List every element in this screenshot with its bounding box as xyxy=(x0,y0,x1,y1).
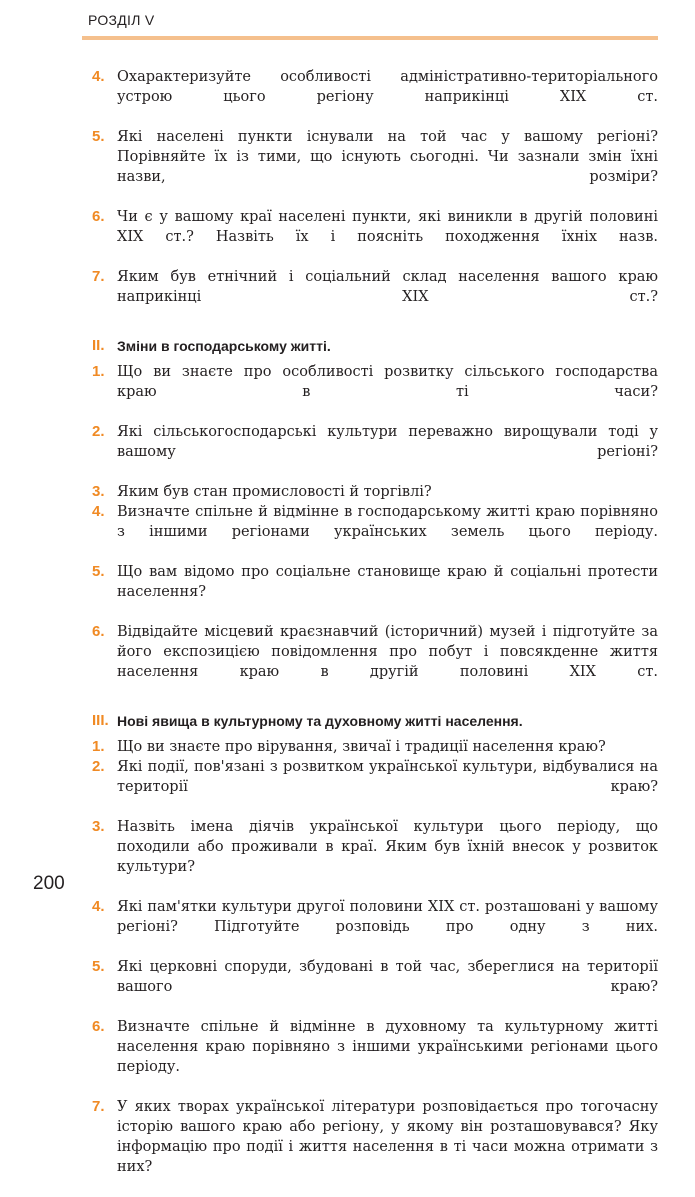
question-item xyxy=(92,207,658,267)
question-number: 6. xyxy=(92,623,105,640)
question-item xyxy=(92,127,658,207)
question-text: Що ви знаєте про особливості розвитку сільського господарства краю в ті часи? xyxy=(117,364,658,400)
question-text: Відвідайте місцевий краєзнавчий (історичний) музей і підготуйте за його експозицією повідомлення про побут і повсякденне життя населення краю в другій половині XIX ст. xyxy=(117,624,658,680)
question-text: Які населені пункти існували на той час у вашому регіоні? Порівняйте їх із тими, що існують сьогодні. Чи зазнали змін їхні назви, розміри? xyxy=(117,129,658,185)
section-roman-numeral: III. xyxy=(92,712,109,729)
question-item xyxy=(92,562,658,622)
section-title: Зміни в господарському житті. xyxy=(117,338,331,354)
section-roman-numeral: II. xyxy=(92,337,105,354)
question-text: Визначте спільне й відмінне в духовному та культурному житті населення краю порівняно з іншими українськими регіонами цього періоду. xyxy=(117,1019,658,1075)
question-text: Що ви знаєте про вірування, звичаї і традиції населення краю? xyxy=(117,739,606,755)
question-number: 2. xyxy=(92,758,105,775)
page-content xyxy=(92,67,658,1197)
question-number: 5. xyxy=(92,563,105,580)
question-number: 3. xyxy=(92,818,105,835)
question-text: Охарактеризуйте особливості адміністративно-територіального устрою цього регіону наприкінці XIX ст. xyxy=(117,69,658,105)
question-list-section3 xyxy=(92,737,658,1197)
question-item xyxy=(92,757,658,817)
question-item xyxy=(92,1017,658,1097)
question-text: Які події, пов'язані з розвитком української культури, відбувалися на території краю? xyxy=(117,759,658,795)
section-heading-ii xyxy=(92,336,658,356)
question-text: Чи є у вашому краї населені пункти, які виникли в другій половині XIX ст.? Назвіть їх і поясніть походження їхніх назв. xyxy=(117,209,658,245)
question-number: 4. xyxy=(92,898,105,915)
question-item xyxy=(92,67,658,127)
question-item xyxy=(92,817,658,897)
question-item xyxy=(92,957,658,1017)
header-rule xyxy=(82,36,658,40)
question-item xyxy=(92,622,658,702)
question-number: 2. xyxy=(92,423,105,440)
question-number: 7. xyxy=(92,1098,105,1115)
question-text: Що вам відомо про соціальне становище краю й соціальні протести населення? xyxy=(117,564,658,600)
question-item xyxy=(92,737,658,757)
question-list-section2 xyxy=(92,362,658,702)
section-heading-iii xyxy=(92,711,658,731)
question-number: 6. xyxy=(92,208,105,225)
question-text: Які пам'ятки культури другої половини XIX ст. розташовані у вашому регіоні? Підготуйте розповідь про одну з них. xyxy=(117,899,658,935)
question-item xyxy=(92,362,658,422)
question-item xyxy=(92,1097,658,1197)
question-item xyxy=(92,482,658,502)
question-item xyxy=(92,897,658,957)
question-text: Визначте спільне й відмінне в господарському житті краю порівняно з іншими регіонами українських земель цього періоду. xyxy=(117,504,658,540)
question-text: Які церковні споруди, збудовані в той час, збереглися на території вашого краю? xyxy=(117,959,658,995)
question-number: 4. xyxy=(92,68,105,85)
question-text: Які сільськогосподарські культури переважно вирощували тоді у вашому регіоні? xyxy=(117,424,658,460)
question-number: 1. xyxy=(92,363,105,380)
question-number: 3. xyxy=(92,483,105,500)
question-number: 1. xyxy=(92,738,105,755)
question-text: Яким був етнічний і соціальний склад населення вашого краю наприкінці XIX ст.? xyxy=(117,269,658,305)
question-number: 4. xyxy=(92,503,105,520)
question-number: 6. xyxy=(92,1018,105,1035)
question-item xyxy=(92,422,658,482)
section-title: Нові явища в культурному та духовному житті населення. xyxy=(117,713,523,729)
page-number: 200 xyxy=(33,873,65,894)
question-number: 5. xyxy=(92,958,105,975)
section-header-title: РОЗДІЛ V xyxy=(88,12,155,28)
question-text: Назвіть імена діячів української культури цього періоду, що походили або проживали в краї. Яким був їхній внесок у розвиток культури? xyxy=(117,819,658,875)
question-list-block1 xyxy=(92,67,658,327)
question-item xyxy=(92,502,658,562)
question-number: 7. xyxy=(92,268,105,285)
question-text: У яких творах української літератури розповідається про тогочасну історію вашого краю або регіону, у якому він розташовувався? Яку інформацію про події і життя населення в ті часи можна отримати з них? xyxy=(117,1099,658,1175)
question-text: Яким був стан промисловості й торгівлі? xyxy=(117,484,432,500)
question-item xyxy=(92,267,658,327)
question-number: 5. xyxy=(92,128,105,145)
